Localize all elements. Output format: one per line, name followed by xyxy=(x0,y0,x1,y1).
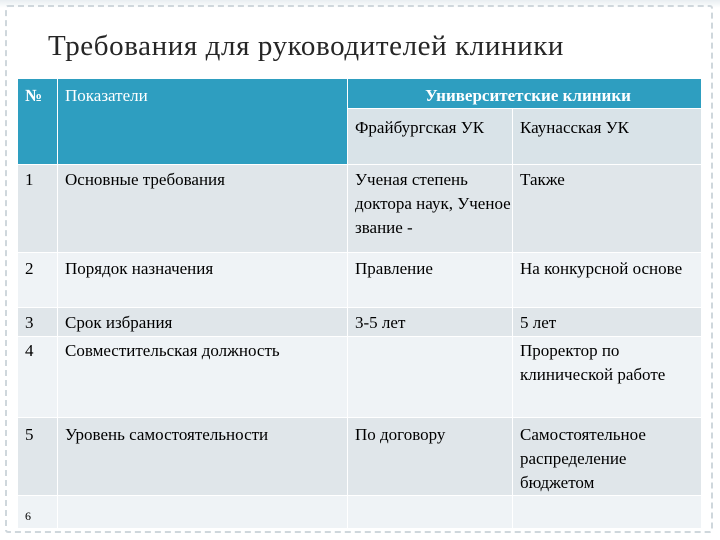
row-kaunas-value: Проректор по клинической работе xyxy=(513,337,702,418)
header-number: № xyxy=(18,79,58,165)
table-row xyxy=(18,165,702,253)
header-indicator: Показатели xyxy=(58,79,348,165)
header-freiburg-uc: Фрайбургская УК xyxy=(348,109,513,165)
table-row xyxy=(18,253,702,308)
header-kaunas-uc: Каунасская УК xyxy=(513,109,702,165)
row-number: 4 xyxy=(18,337,58,418)
table-row xyxy=(18,308,702,337)
row-number: 5 xyxy=(18,418,58,496)
slide-title: Требования для руководителей клиники xyxy=(48,30,565,62)
row-indicator: Совместительская должность xyxy=(58,337,348,418)
row-number: 1 xyxy=(18,165,58,253)
row-freiburg-value: 3-5 лет xyxy=(348,308,513,337)
row-freiburg-value xyxy=(348,496,513,529)
row-kaunas-value: На конкурсной основе xyxy=(513,253,702,308)
row-indicator: Порядок назначения xyxy=(58,253,348,308)
row-number: 6 xyxy=(18,496,58,529)
row-freiburg-value: Правление xyxy=(348,253,513,308)
table-row xyxy=(18,337,702,418)
requirements-table xyxy=(17,78,702,529)
row-kaunas-value: Также xyxy=(513,165,702,253)
table-row xyxy=(18,418,702,496)
row-indicator: Уровень самостоятельности xyxy=(58,418,348,496)
row-kaunas-value: Самостоятельное распределение бюджетом xyxy=(513,418,702,496)
row-freiburg-value: Ученая степень доктора наук, Ученое звание - xyxy=(348,165,513,253)
row-number: 3 xyxy=(18,308,58,337)
row-kaunas-value: 5 лет xyxy=(513,308,702,337)
row-freiburg-value xyxy=(348,337,513,418)
row-indicator: Срок избрания xyxy=(58,308,348,337)
table-row xyxy=(18,496,702,529)
table-header-row xyxy=(18,79,702,109)
row-kaunas-value xyxy=(513,496,702,529)
header-university-clinics: Университетские клиники xyxy=(348,79,702,109)
slide-top-shadow xyxy=(0,0,720,8)
row-indicator xyxy=(58,496,348,529)
row-indicator: Основные требования xyxy=(58,165,348,253)
row-freiburg-value: По договору xyxy=(348,418,513,496)
row-number: 2 xyxy=(18,253,58,308)
